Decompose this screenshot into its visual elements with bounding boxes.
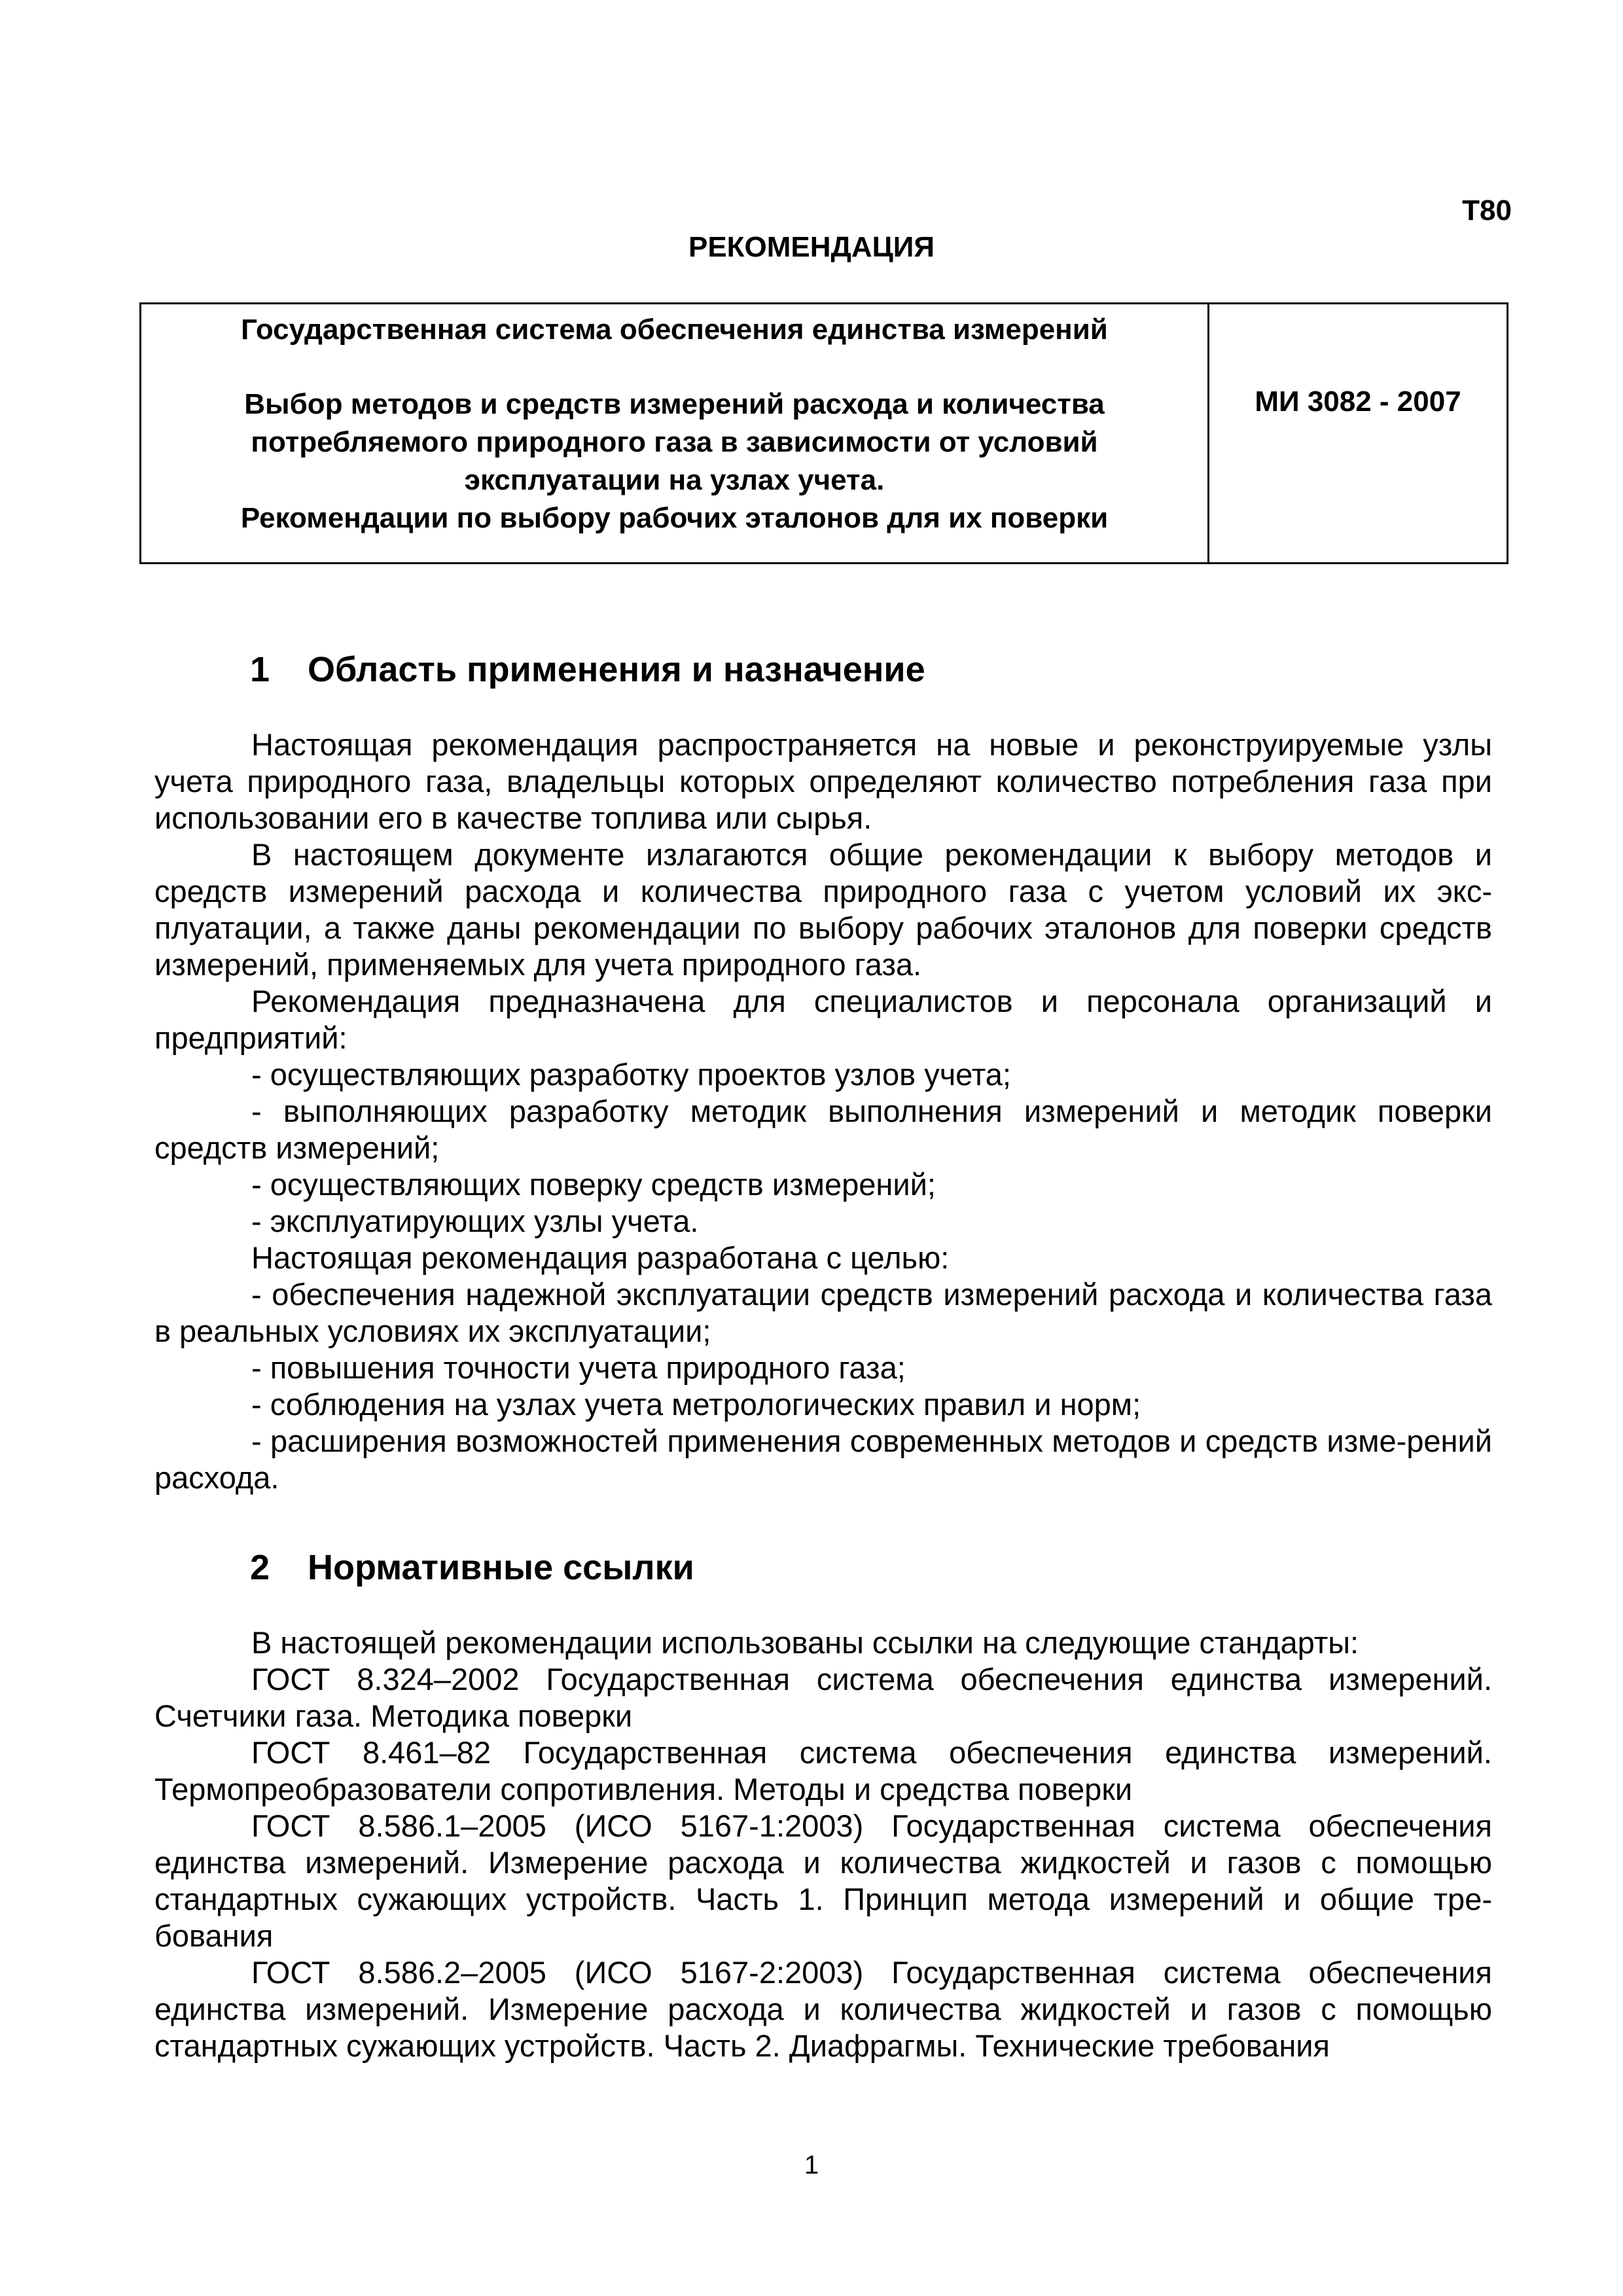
reference-item: ГОСТ 8.461–82 Государственная система обеспечения единства измерений. Термопреобразователи сопротивления. Методы и средства поверки [154,1735,1492,1806]
system-name: Государственная система обеспечения единства измерений [241,314,1108,346]
reference-item: ГОСТ 8.324–2002 Государственная система обеспечения единства измерений. Счетчики газа. Методика поверки [154,1662,1492,1733]
designation-cell [1209,304,1507,562]
title-line: потребляемого природного газа в зависимости от условий [251,426,1098,458]
section-number: 2 [250,1548,270,1587]
section-2-body [154,1624,1492,2064]
paragraph: Настоящая рекомендация распространяется на новые и реконструируемые узлы учета природного газа, владельцы которых определяют количество потребления газа при использовании его в качестве топлива или сырья. [154,727,1492,835]
document-designation: МИ 3082 - 2007 [1255,386,1461,418]
list-item: - повышения точности учета природного газа; [251,1350,906,1385]
list-item: - соблюдения на узлах учета метрологических правил и норм; [251,1387,1141,1422]
paragraph: Рекомендация предназначена для специалистов и персонала организаций и предприятий: [154,984,1492,1055]
reference-item: ГОСТ 8.586.2–2005 (ИСО 5167-2:2003) Государственная система обеспечения единства измерений. Измерение расхода и количества жидкостей и газов с помощью стандартных сужающих устройств. Часть 2. Диафрагмы. Технические требования [154,1955,1492,2063]
title-line: Рекомендации по выбору рабочих эталонов для их поверки [240,502,1109,534]
reference-item: ГОСТ 8.586.1–2005 (ИСО 5167-1:2003) Государственная система обеспечения единства измерений. Измерение расхода и количества жидкостей и газов с помощью стандартных сужающих устройств. Часть 1. Принцип метода измерений и общие тре-бования [154,1808,1492,1953]
list-item: - выполняющих разработку методик выполнения измерений и методик поверки средств измерений; [154,1094,1492,1165]
section-2-heading [250,1545,694,1590]
list-item: - обеспечения надежной эксплуатации средств измерений расхода и количества газа в реальных условиях их эксплуатации; [154,1277,1492,1348]
document-type: РЕКОМЕНДАЦИЯ [688,231,935,263]
list-item: - эксплуатирующих узлы учета. [251,1204,699,1238]
section-title: Нормативные ссылки [308,1548,694,1587]
document-code: Т80 [1462,194,1512,226]
title-cell [141,304,1209,562]
section-number: 1 [250,650,270,689]
section-title: Область применения и назначение [308,650,925,689]
list-item: - осуществляющих разработку проектов узлов учета; [251,1057,1011,1092]
title-line: эксплуатации на узлах учета. [464,464,885,496]
list-item: - осуществляющих поверку средств измерений; [251,1167,936,1202]
section-1-heading [250,647,925,692]
paragraph: В настоящем документе излагаются общие рекомендации к выбору методов и средств измерений расхода и количества природного газа с учетом условий их экс-плуатации, а также даны рекомендации по выбору рабочих эталонов для поверки средств измерений, применяемых для учета природного газа. [154,837,1492,982]
paragraph: В настоящей рекомендации использованы ссылки на следующие стандарты: [251,1625,1359,1660]
section-1-body [154,726,1492,1496]
list-item: - расширения возможностей применения современных методов и средств изме-рений расхода. [154,1424,1492,1495]
paragraph: Настоящая рекомендация разработана с целью: [251,1240,950,1275]
title-block [139,302,1508,564]
page-number: 1 [804,2151,819,2179]
title-line: Выбор методов и средств измерений расхода и количества [244,388,1105,420]
